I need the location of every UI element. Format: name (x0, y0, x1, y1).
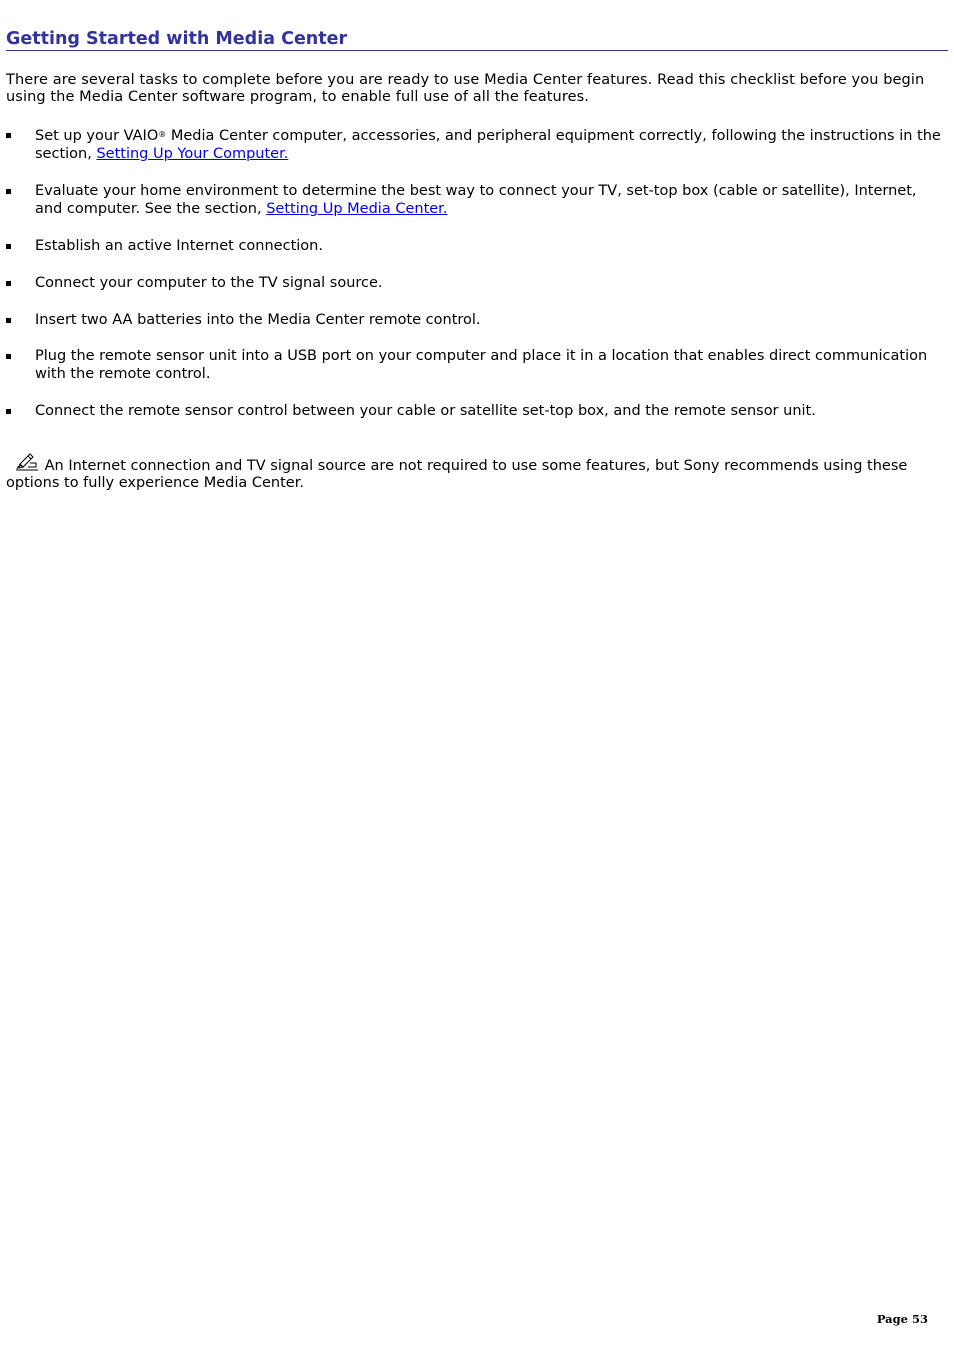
note-pen-icon (14, 452, 40, 472)
bullet-icon (6, 189, 11, 194)
checklist-item-evaluate: Evaluate your home environment to determine the best way to connect your TV, set-top box (cable or satellite), Internet, and computer. See the section, Setting Up Media Center. (6, 182, 948, 218)
checklist-item-batteries: Insert two AA batteries into the Media Center remote control. (6, 311, 948, 329)
checklist-item-tv-signal: Connect your computer to the TV signal source. (6, 274, 948, 292)
bullet-icon (6, 354, 11, 359)
bullet-icon (6, 318, 11, 323)
page-title: Getting Started with Media Center (6, 29, 948, 51)
checklist-item-setup: Set up your VAIO® Media Center computer, accessories, and peripheral equipment correctly, following the instructions in the section, Setting Up Your Computer. (6, 126, 948, 163)
document-body (6, 0, 948, 492)
checklist-item-internet: Establish an active Internet connection. (6, 237, 948, 255)
registered-mark: ® (158, 130, 167, 139)
checklist-item-remote-sensor: Plug the remote sensor unit into a USB port on your computer and place it in a location that enables direct communication with the remote control. (6, 347, 948, 383)
intro-paragraph: There are several tasks to complete before you are ready to use Media Center features. Read this checklist before you begin using the Media Center software program, to enable full use of all the features. (6, 72, 925, 105)
page-number: Page 53 (876, 1312, 928, 1326)
bullet-icon (6, 244, 11, 249)
bullet-icon (6, 409, 11, 414)
link-setting-up-media-center[interactable]: Setting Up Media Center. (266, 201, 448, 217)
bullet-icon (6, 281, 11, 286)
note-paragraph: An Internet connection and TV signal source are not required to use some features, but Sony recommends using these options to fully experience Media Center. (6, 452, 948, 492)
bullet-icon (6, 133, 11, 138)
link-setting-up-your-computer[interactable]: Setting Up Your Computer. (96, 146, 289, 162)
checklist-item-sensor-control: Connect the remote sensor control between your cable or satellite set-top box, and the remote sensor unit. (6, 402, 948, 420)
checklist (6, 126, 948, 420)
